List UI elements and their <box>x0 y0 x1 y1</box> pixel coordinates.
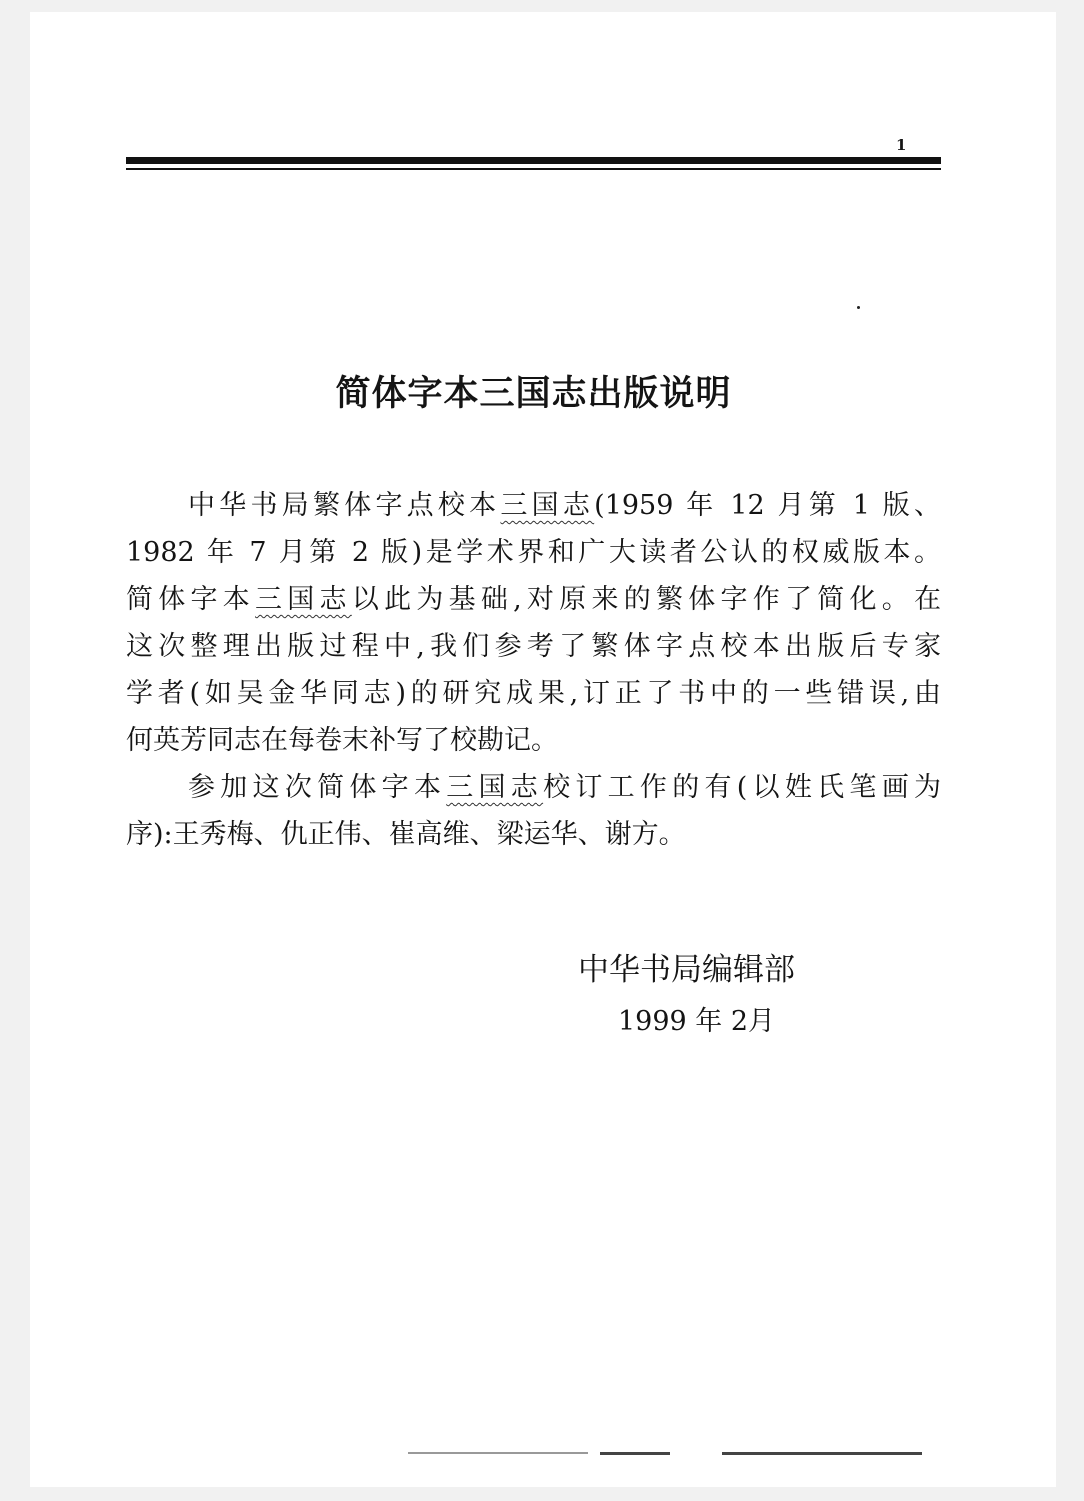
paragraph-2-line-2: 序):王秀梅、仇正伟、崔高维、梁运华、谢方。 <box>126 819 686 850</box>
paragraph-2-line-1 <box>126 764 941 811</box>
scan-artifact-line <box>722 1452 922 1455</box>
text-span: 简体字本 <box>126 584 256 615</box>
page-title: 简体字本三国志出版说明 <box>335 373 732 414</box>
text-span: 中华书局繁体字点校本 <box>188 490 501 521</box>
header-rule-thin <box>126 168 941 170</box>
text-span: 校订工作的有(以姓氏笔画为 <box>543 772 941 803</box>
paragraph-1-line-1 <box>126 482 941 529</box>
text-span: (1959 年 12 月第 1 版、 <box>594 490 942 521</box>
paragraph-1-line-6: 何英芳同志在每卷末补写了校勘记。 <box>126 725 558 756</box>
header-rule-thick <box>126 157 941 164</box>
scan-artifact-line <box>408 1452 588 1454</box>
page-number: 1 <box>896 136 907 154</box>
book-title: 三国志 <box>255 584 352 615</box>
scan-speck <box>857 306 860 309</box>
paragraph-1-line-4: 这次整理出版过程中,我们参考了繁体字点校本出版后专家 <box>126 631 941 662</box>
book-title: 三国志 <box>500 490 595 521</box>
signature-org: 中华书局编辑部 <box>578 952 795 988</box>
text-span: 参加这次简体字本 <box>188 772 447 803</box>
body-text <box>126 482 941 858</box>
paragraph-1-line-2: 1982 年 7 月第 2 版)是学术界和广大读者公认的权威版本。 <box>126 537 941 568</box>
text-span: 以此为基础,对原来的繁体字作了简化。在 <box>351 584 942 615</box>
book-title: 三国志 <box>446 772 544 803</box>
signature-date: 1999 年 2月 <box>618 1006 776 1037</box>
paragraph-1-line-5: 学者(如吴金华同志)的研究成果,订正了书中的一些错误,由 <box>126 678 941 709</box>
paragraph-1-line-3 <box>126 576 941 623</box>
scan-artifact-line <box>600 1452 670 1455</box>
